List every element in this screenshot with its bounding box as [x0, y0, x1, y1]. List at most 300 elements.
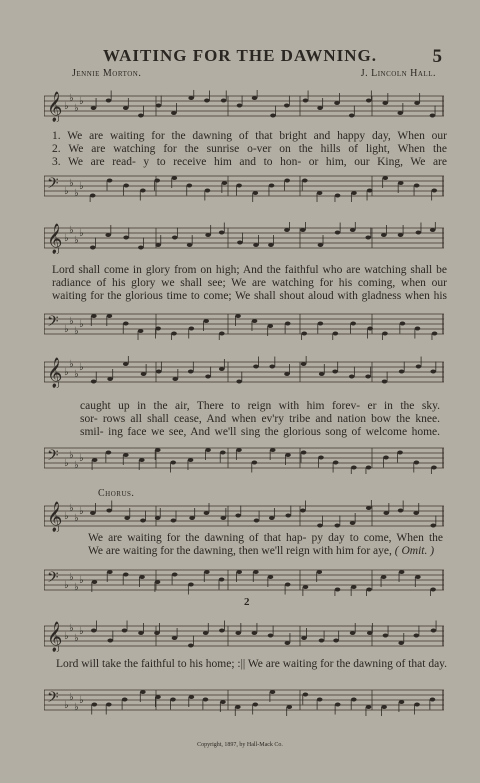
- note-head: [220, 700, 226, 704]
- note-head: [284, 228, 290, 232]
- note-head: [123, 236, 129, 240]
- treble-staff-drawing: [44, 500, 444, 532]
- flat-icon: ♭: [69, 178, 74, 189]
- bass-staff: [44, 684, 444, 716]
- flat-icon: ♭: [69, 93, 74, 104]
- note-head: [349, 375, 355, 379]
- lyric-line: 2. We are watching for the sunrise o-ver on the hills of light, When the: [52, 143, 447, 155]
- note-head: [140, 519, 146, 523]
- note-head: [398, 641, 404, 645]
- note-head: [303, 99, 309, 103]
- flat-icon: ♭: [74, 188, 79, 199]
- note-head: [350, 631, 356, 635]
- note-head: [399, 570, 405, 574]
- note-head: [253, 191, 259, 195]
- note-head: [430, 524, 436, 528]
- note-head: [414, 184, 420, 188]
- note-head: [415, 575, 421, 579]
- note-head: [300, 509, 306, 513]
- note-head: [334, 101, 340, 105]
- note-head: [349, 114, 355, 118]
- note-head: [91, 106, 97, 110]
- note-head: [300, 228, 306, 232]
- note-head: [252, 631, 258, 635]
- note-head: [414, 634, 420, 638]
- treble-staff: [44, 90, 444, 122]
- flat-icon: ♭: [64, 580, 69, 591]
- note-head: [236, 570, 242, 574]
- flat-icon: ♭: [64, 511, 69, 522]
- bass-clef-icon: 𝄢: [47, 689, 59, 709]
- note-head: [333, 639, 339, 643]
- note-head: [399, 370, 405, 374]
- note-head: [367, 327, 373, 331]
- note-head: [187, 184, 193, 188]
- flat-icon: ♭: [69, 316, 74, 327]
- note-head: [430, 698, 436, 702]
- note-head: [156, 370, 162, 374]
- flat-icon: ♭: [69, 572, 74, 583]
- note-head: [203, 698, 209, 702]
- note-head: [106, 509, 112, 513]
- note-head: [123, 573, 129, 577]
- note-head: [431, 629, 437, 633]
- lyric-line: [88, 545, 443, 558]
- note-head: [92, 703, 98, 707]
- note-head: [220, 516, 226, 520]
- note-head: [269, 365, 275, 369]
- note-head: [351, 698, 357, 702]
- note-head: [317, 524, 323, 528]
- note-head: [335, 703, 341, 707]
- note-head: [123, 106, 129, 110]
- note-head: [189, 327, 195, 331]
- note-head: [221, 99, 227, 103]
- note-head: [252, 703, 258, 707]
- note-head: [397, 451, 403, 455]
- note-head: [155, 243, 161, 247]
- note-head: [319, 639, 325, 643]
- flat-icon: ♭: [74, 460, 79, 471]
- flat-icon: ♭: [74, 582, 79, 593]
- note-head: [172, 636, 178, 640]
- note-head: [350, 521, 356, 525]
- note-head: [302, 179, 308, 183]
- bass-staff-drawing: [44, 442, 444, 474]
- flat-icon: ♭: [64, 367, 69, 378]
- note-head: [188, 458, 194, 462]
- note-head: [172, 176, 178, 180]
- copyright-notice: Copyright, 1897, by Hall-Mack Co.: [197, 742, 283, 748]
- note-head: [91, 314, 97, 318]
- bass-staff: [44, 170, 444, 202]
- note-head: [139, 458, 145, 462]
- note-head: [366, 466, 372, 470]
- note-head: [253, 243, 259, 247]
- note-head: [105, 233, 111, 237]
- note-head: [252, 461, 258, 465]
- note-head: [107, 377, 113, 381]
- note-head: [107, 570, 113, 574]
- note-head: [171, 519, 177, 523]
- note-head: [219, 231, 225, 235]
- note-head: [285, 453, 291, 457]
- flat-icon: ♭: [74, 513, 79, 524]
- note-head: [252, 96, 258, 100]
- note-head: [381, 705, 387, 709]
- lyric-line: waiting for the glorious time to come; We shall shout aloud with gladness when his: [52, 290, 447, 302]
- flat-icon: ♭: [64, 631, 69, 642]
- flat-icon: ♭: [74, 369, 79, 380]
- flat-icon: ♭: [64, 233, 69, 244]
- note-head: [415, 327, 421, 331]
- note-head: [366, 705, 372, 709]
- note-head: [382, 101, 388, 105]
- treble-clef-icon: 𝄞: [47, 224, 63, 253]
- verse-lyrics: [52, 130, 447, 169]
- note-head: [106, 451, 112, 455]
- bass-staff: [44, 308, 444, 340]
- bass-staff-drawing: [44, 564, 444, 596]
- note-head: [138, 114, 144, 118]
- note-head: [219, 367, 225, 371]
- note-head: [366, 506, 372, 510]
- omit-marking: ( Omit. ): [394, 545, 435, 557]
- note-head: [430, 114, 436, 118]
- note-head: [303, 585, 309, 589]
- note-head: [416, 365, 422, 369]
- note-head: [123, 322, 129, 326]
- note-head: [172, 377, 178, 381]
- note-head: [154, 179, 160, 183]
- lyric-line: 3. We are read- y to receive him and to hon- or him, our King, We are: [52, 156, 447, 168]
- note-head: [414, 461, 420, 465]
- lyric-line: radiance of his glory we shall see; We are watching for his coming, when our: [52, 277, 447, 289]
- note-head: [430, 370, 436, 374]
- note-head: [350, 228, 356, 232]
- note-head: [138, 329, 144, 333]
- note-head: [204, 570, 210, 574]
- note-head: [236, 448, 242, 452]
- note-head: [188, 644, 194, 648]
- chorus-label: Chorus.: [98, 488, 135, 499]
- note-head: [140, 690, 146, 694]
- note-head: [431, 466, 437, 470]
- note-head: [188, 370, 194, 374]
- note-head: [171, 332, 177, 336]
- treble-staff: [44, 500, 444, 532]
- note-head: [139, 575, 145, 579]
- flat-icon: ♭: [69, 692, 74, 703]
- note-head: [172, 236, 178, 240]
- flat-icon: ♭: [69, 450, 74, 461]
- note-head: [301, 636, 307, 640]
- note-head: [123, 362, 129, 366]
- flat-icon: ♭: [64, 700, 69, 711]
- note-head: [285, 514, 291, 518]
- note-head: [106, 99, 112, 103]
- note-head: [107, 179, 113, 183]
- note-head: [317, 570, 323, 574]
- note-head: [188, 583, 194, 587]
- bass-clef-icon: 𝄢: [47, 447, 59, 467]
- note-head: [219, 332, 225, 336]
- treble-clef-icon: 𝄞: [47, 502, 63, 531]
- note-head: [318, 456, 324, 460]
- note-head: [431, 189, 437, 193]
- note-head: [333, 461, 339, 465]
- flat-icon: ♭: [79, 96, 84, 107]
- second-ending-number: 2: [244, 596, 250, 608]
- bass-staff: [44, 564, 444, 596]
- page-number: 5: [432, 46, 442, 67]
- note-head: [170, 698, 176, 702]
- note-head: [171, 111, 177, 115]
- note-head: [189, 695, 195, 699]
- note-head: [318, 322, 324, 326]
- flat-icon: ♭: [79, 695, 84, 706]
- treble-clef-icon: 𝄞: [47, 622, 63, 651]
- note-head: [107, 314, 113, 318]
- note-head: [286, 705, 292, 709]
- note-head: [90, 194, 96, 198]
- lyric-line: sor- rows all shall cease, And when ev'ry tribe and nation bow the knee.: [80, 413, 440, 425]
- flat-icon: ♭: [79, 575, 84, 586]
- note-head: [351, 466, 357, 470]
- treble-clef-icon: 𝄞: [47, 92, 63, 121]
- note-head: [301, 362, 307, 366]
- note-head: [123, 453, 129, 457]
- note-head: [301, 332, 307, 336]
- note-head: [367, 631, 373, 635]
- bass-staff-drawing: [44, 170, 444, 202]
- flat-icon: ♭: [69, 359, 74, 370]
- flat-icon: ♭: [79, 228, 84, 239]
- note-head: [399, 700, 405, 704]
- note-head: [398, 233, 404, 237]
- lyric-line: smil- ing face we see, And we'll sing the glorious song of welcome home.: [80, 426, 440, 438]
- treble-staff: [44, 356, 444, 388]
- note-head: [123, 184, 129, 188]
- note-head: [124, 516, 130, 520]
- note-head: [383, 511, 389, 515]
- note-head: [284, 372, 290, 376]
- note-head: [398, 509, 404, 513]
- flat-icon: ♭: [74, 633, 79, 644]
- note-head: [285, 322, 291, 326]
- note-head: [318, 243, 324, 247]
- note-head: [91, 629, 97, 633]
- note-head: [237, 104, 243, 108]
- note-head: [383, 456, 389, 460]
- note-head: [122, 698, 128, 702]
- flat-icon: ♭: [74, 702, 79, 713]
- note-head: [235, 514, 241, 518]
- flat-icon: ♭: [79, 181, 84, 192]
- note-head: [335, 194, 341, 198]
- note-head: [253, 570, 259, 574]
- flat-icon: ♭: [64, 324, 69, 335]
- note-head: [413, 511, 419, 515]
- lyric-line: caught up in the air, There to reign with him forev- er in the sky.: [80, 400, 440, 412]
- note-head: [155, 327, 161, 331]
- note-head: [381, 233, 387, 237]
- flat-icon: ♭: [64, 101, 69, 112]
- note-head: [237, 241, 243, 245]
- note-head: [189, 516, 195, 520]
- note-head: [220, 451, 226, 455]
- note-head: [141, 372, 147, 376]
- treble-staff-drawing: [44, 620, 444, 652]
- note-head: [366, 99, 372, 103]
- flat-icon: ♭: [79, 362, 84, 373]
- note-head: [416, 231, 422, 235]
- treble-staff: [44, 620, 444, 652]
- note-head: [235, 314, 241, 318]
- note-head: [122, 629, 128, 633]
- note-head: [351, 585, 357, 589]
- flat-icon: ♭: [69, 225, 74, 236]
- note-head: [270, 690, 276, 694]
- note-head: [268, 634, 274, 638]
- note-head: [335, 231, 341, 235]
- note-head: [219, 578, 225, 582]
- bass-clef-icon: 𝄢: [47, 175, 59, 195]
- note-head: [92, 580, 98, 584]
- note-head: [317, 191, 323, 195]
- note-head: [414, 703, 420, 707]
- note-head: [414, 101, 420, 105]
- note-head: [235, 705, 241, 709]
- chorus-lyrics: [56, 658, 448, 671]
- flat-icon: ♭: [64, 186, 69, 197]
- note-head: [268, 243, 274, 247]
- lyric-line: Lord will take the faithful to his home; :|| We are waiting for the dawning of that day.: [56, 658, 448, 670]
- note-head: [155, 695, 161, 699]
- note-head: [303, 693, 309, 697]
- chorus-lyrics: [88, 532, 443, 558]
- flat-icon: ♭: [69, 503, 74, 514]
- note-head: [154, 631, 160, 635]
- note-head: [285, 641, 291, 645]
- note-head: [365, 236, 371, 240]
- note-head: [187, 243, 193, 247]
- note-head: [366, 588, 372, 592]
- note-head: [155, 580, 161, 584]
- note-head: [155, 448, 161, 452]
- note-head: [365, 375, 371, 379]
- note-head: [269, 516, 275, 520]
- note-head: [268, 575, 274, 579]
- note-head: [205, 448, 211, 452]
- note-head: [270, 448, 276, 452]
- note-head: [317, 698, 323, 702]
- note-head: [204, 99, 210, 103]
- note-head: [236, 184, 242, 188]
- note-head: [172, 573, 178, 577]
- note-head: [335, 588, 341, 592]
- note-head: [317, 106, 323, 110]
- treble-clef-icon: 𝄞: [47, 358, 63, 387]
- flat-icon: ♭: [79, 453, 84, 464]
- lyricist-credit: Jennie Morton.: [72, 68, 142, 79]
- note-head: [106, 703, 112, 707]
- flat-icon: ♭: [74, 103, 79, 114]
- lyric-line-text: We are waiting for the dawning, then we'll reign with him for aye,: [88, 545, 392, 557]
- note-head: [205, 189, 211, 193]
- note-head: [269, 184, 275, 188]
- treble-staff-drawing: [44, 90, 444, 122]
- note-head: [91, 380, 97, 384]
- treble-staff: [44, 222, 444, 254]
- note-head: [203, 319, 209, 323]
- note-head: [155, 516, 161, 520]
- note-head: [381, 575, 387, 579]
- note-head: [382, 332, 388, 336]
- note-head: [156, 104, 162, 108]
- treble-staff-drawing: [44, 356, 444, 388]
- verse-lyrics: [52, 264, 447, 303]
- bass-staff-drawing: [44, 308, 444, 340]
- note-head: [253, 365, 259, 369]
- note-head: [432, 332, 438, 336]
- note-head: [90, 511, 96, 515]
- note-head: [252, 319, 258, 323]
- bass-staff-drawing: [44, 684, 444, 716]
- note-head: [204, 511, 210, 515]
- note-head: [332, 370, 338, 374]
- note-head: [236, 380, 242, 384]
- note-head: [398, 181, 404, 185]
- note-head: [205, 233, 211, 237]
- note-head: [188, 96, 194, 100]
- treble-staff-drawing: [44, 222, 444, 254]
- note-head: [267, 324, 273, 328]
- note-head: [140, 189, 146, 193]
- flat-icon: ♭: [74, 326, 79, 337]
- note-head: [270, 114, 276, 118]
- note-head: [333, 332, 339, 336]
- flat-icon: ♭: [64, 458, 69, 469]
- hymn-title: WAITING FOR THE DAWNING.: [102, 46, 377, 65]
- note-head: [397, 111, 403, 115]
- note-head: [284, 104, 290, 108]
- note-head: [350, 322, 356, 326]
- flat-icon: ♭: [69, 623, 74, 634]
- note-head: [351, 191, 357, 195]
- note-head: [92, 458, 98, 462]
- note-head: [138, 631, 144, 635]
- note-head: [235, 631, 241, 635]
- note-head: [319, 372, 325, 376]
- composer-credit: J. Lincoln Hall.: [360, 68, 436, 79]
- note-head: [222, 181, 228, 185]
- bass-staff: [44, 442, 444, 474]
- note-head: [219, 629, 225, 633]
- flat-icon: ♭: [79, 626, 84, 637]
- note-head: [107, 639, 113, 643]
- note-head: [205, 375, 211, 379]
- bass-clef-icon: 𝄢: [47, 313, 59, 333]
- note-head: [284, 179, 290, 183]
- note-head: [90, 246, 96, 250]
- lyric-line: We are waiting for the dawning of that hap- py day to come, When the: [88, 532, 443, 544]
- verse-lyrics: [80, 400, 440, 439]
- note-head: [367, 189, 373, 193]
- lyric-line: 1. We are waiting for the dawning of that bright and happy day, When our: [52, 130, 447, 142]
- flat-icon: ♭: [74, 235, 79, 246]
- note-head: [334, 524, 340, 528]
